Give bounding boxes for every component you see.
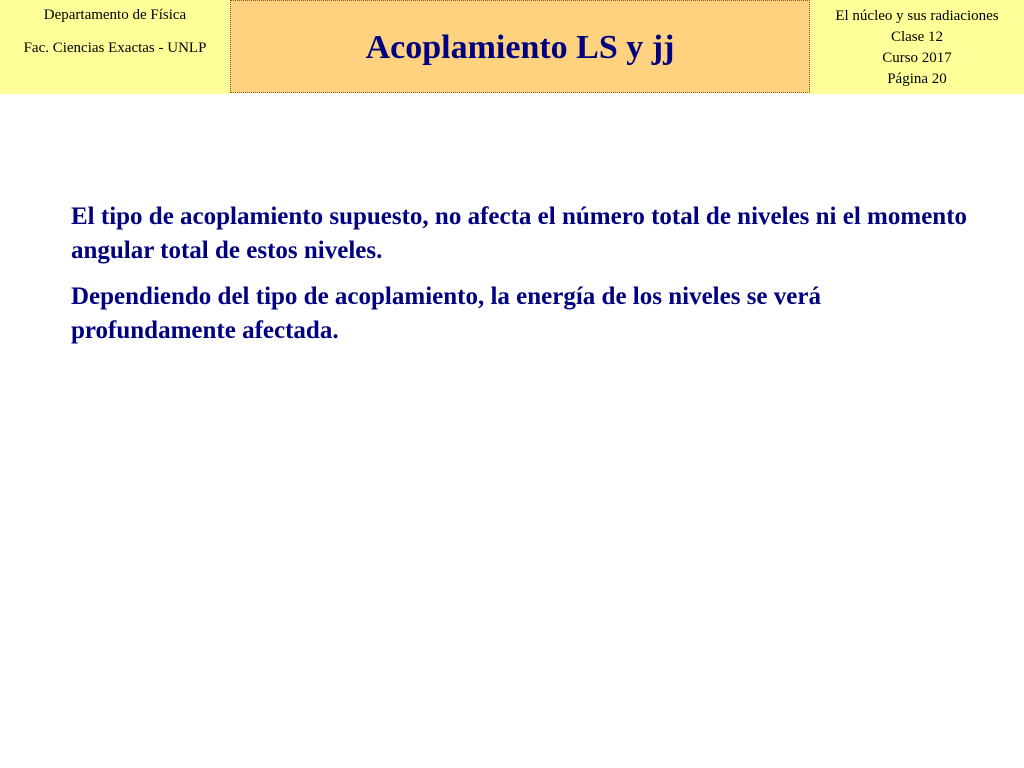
slide-body — [71, 200, 991, 360]
body-paragraph: Dependiendo del tipo de acoplamiento, la energía de los niveles se verá profundamente afectada. — [71, 283, 821, 344]
class-number: Clase 12 — [890, 29, 944, 45]
page-number: Página 20 — [887, 71, 947, 87]
faculty-label: Fac. Ciencias Exactas - UNLP — [23, 40, 207, 56]
header-department-box — [0, 0, 230, 94]
header-course-box — [810, 0, 1024, 94]
course-name: El núcleo y sus radiaciones — [835, 8, 999, 24]
body-paragraph: El tipo de acoplamiento supuesto, no afecta el número total de niveles ni el momento angular total de estos niveles. — [71, 203, 968, 264]
department-label: Departamento de Física — [43, 7, 187, 23]
course-year: Curso 2017 — [882, 50, 952, 66]
header-title-box — [230, 0, 810, 93]
slide-title: Acoplamiento LS y jj — [365, 29, 675, 66]
